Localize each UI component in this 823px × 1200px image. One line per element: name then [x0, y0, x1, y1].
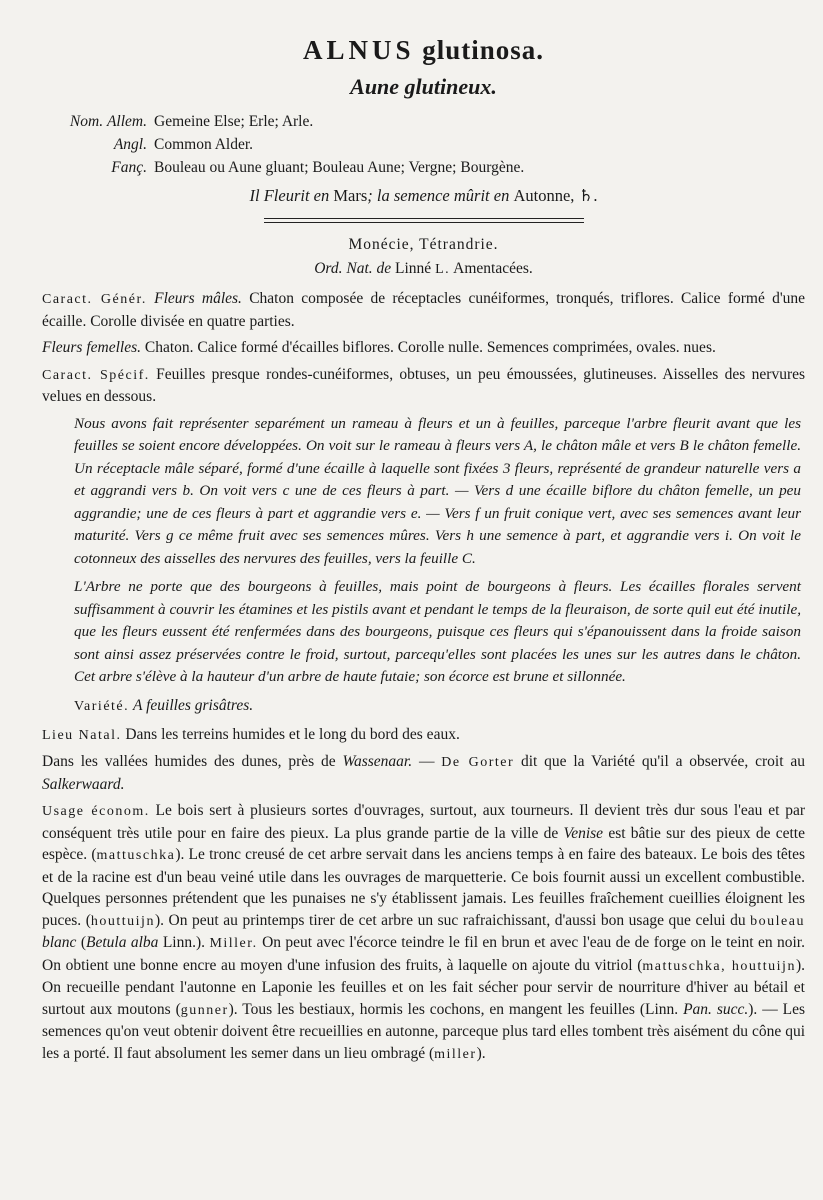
- native-habitat: [42, 724, 805, 747]
- text-run: blanc: [42, 934, 77, 951]
- name-value: Common Alder.: [154, 136, 254, 153]
- reference: gunner: [180, 1002, 229, 1018]
- reference: mattuschka: [96, 848, 176, 863]
- generic-characters: [42, 288, 805, 332]
- text-run: est bâtie sur des pieux de cette espèce. (: [42, 824, 805, 863]
- divider-rule: [264, 218, 584, 223]
- botanical-note: L'Arbre ne porte que des bourgeons à feuilles, mais point de bourgeons à fleurs. Les écailles florales servent suffisamment à couvrir les étamines et les pistils avant et pendant le temps de la fleuraison, de sorte quil eut été inutile, que les fleurs eussent été renfermées dans des bourgeons, puisque ces fleurs qui s'épanouissent dans la froide saison sont ainsi assez préservées contre le froid, surtout, parcequ'elles sont placées les unes sur les autres dans le châton. Cet arbre s'élève à la hauteur d'un arbre de haute futaie; son écorce est brune et sillonnée.: [74, 578, 801, 685]
- text-run: ). Le tronc creusé de cet arbre servait dans les anciens temps à en faire des bateaux. Le bois des têtes et de la racine est d'un beau veiné utile dans les ouvrages de marquetterie. Ce bois fournit aussi un excellent combustible. Quelques personnes prétendent que les punaises ne s'y établissent jamais. Les feuilles fraîchement cueillies éloignent les puces. (: [42, 846, 806, 929]
- text-run: ). — Les semences qu'on veut obtenir doivent être recueillies en autonne, parceque plus tard elles tombent très aisément du cône qui les a porté. Il faut absolument les semer dans un lieu ombragé (: [42, 1000, 805, 1062]
- reference: Pan. succ.: [683, 1000, 749, 1018]
- order-prefix: Ord. Nat. de: [314, 260, 396, 277]
- page-subtitle: Aune glutineux.: [350, 74, 497, 99]
- male-flowers-label: Fleurs mâles.: [154, 290, 242, 307]
- name-value: Gemeine Else; Erle; Arle.: [154, 113, 314, 130]
- variety: [74, 695, 805, 718]
- text-run: ). Tous les bestiaux, hormis les cochons, en mangent les feuilles (Linn.: [228, 1000, 684, 1018]
- section-label: Caract. Spécif.: [42, 367, 150, 383]
- flowering-line: [42, 182, 805, 210]
- reference: bouleau: [750, 913, 805, 929]
- section-text: A feuilles grisâtres.: [133, 696, 254, 714]
- order-family: Amentacées.: [453, 260, 533, 277]
- name-value: Bouleau ou Aune gluant; Bouleau Aune; Vergne; Bourgène.: [154, 159, 525, 176]
- name-label: Fanç.: [111, 159, 147, 176]
- text-run: Le bois sert à plusieurs sortes d'ouvrages, surtout, aux tourneurs. Il devient très dur sous l'eau et par conséquent très utile pour en faire des pieux. La plus grande partie de la ville de: [42, 802, 805, 842]
- perennial-symbol: ♄.: [578, 186, 598, 205]
- text-run: (: [76, 934, 87, 951]
- name-label-text: Allem.: [106, 113, 147, 130]
- habitat-detail: [42, 751, 805, 795]
- reference: miller: [434, 1046, 477, 1062]
- name-row-english: [42, 133, 805, 156]
- natural-order: [42, 257, 805, 282]
- title-genus: ALNUS: [302, 35, 415, 65]
- section-text: Dans les terreins humides et le long du bord des eaux.: [125, 725, 460, 743]
- place-name: Wassenaar.: [342, 753, 413, 770]
- reference: mattuschka, houttuijn: [642, 958, 796, 974]
- section-label: Variété.: [74, 698, 130, 714]
- name-label: Angl.: [113, 136, 147, 153]
- place-name: Salkerwaard.: [42, 775, 125, 793]
- economic-use: [42, 800, 805, 1065]
- text-run: Dans les vallées humides des dunes, près de: [42, 753, 343, 770]
- flowering-text: Il Fleurit en: [249, 186, 334, 205]
- species-name: Betula alba: [86, 934, 159, 951]
- reference: Miller.: [209, 936, 258, 951]
- section-text: Chaton composée de réceptacles cunéiformes, tronqués, triflores. Calice formé d'une écaille. Corolle divisée en quatre parties.: [42, 290, 806, 330]
- seed-month: Autonne,: [513, 186, 575, 205]
- section-text: Feuilles presque rondes-cunéiformes, obtuses, un peu émoussées, glutineuses. Aisselles des nervures velues en dessous.: [42, 365, 806, 405]
- reference: houttuijn: [90, 913, 155, 929]
- section-label: Caract. Génér.: [42, 292, 147, 307]
- common-names: [42, 110, 805, 179]
- name-row-french: [42, 156, 805, 179]
- illustration-note: Nous avons fait représenter separément un rameau à fleurs et un à feuilles, parceque l'arbre fleurit avant que les feuilles se soient encore développées. On voit sur le rameau à fleurs vers A, le châton mâle et vers B le châton femelle. Un réceptacle mâle séparé, formé d'une écaille à laquelle sont fixées 3 fleurs, représenté de grandeur naturelle vers a et aggrandi vers b. On voit vers c une de ces fleurs à part. — Vers d une écaille biflore du châton femelle, un peu aggrandie; une de ces fleurs à part et aggrandie vers e. — Vers f un fruit conique vert, avec ses semences avant leur maturité. Vers g ce même fruit avec ses semences mûres. Vers h une semence à part, et aggrandie vers i. On voit le cotonneux des aisselles des nervures des feuilles, vers la feuille C.: [74, 414, 801, 567]
- name-row-german: [42, 110, 805, 133]
- section-text: Chaton. Calice formé d'écailles biflores. Corolle nulle. Semences comprimées, ovales. nues.: [144, 339, 716, 356]
- title-species: glutinosa.: [422, 35, 545, 65]
- text-run: dit que la Variété qu'il a observée, croit au: [514, 753, 805, 770]
- classification-text: Monécie, Tétrandrie.: [348, 236, 499, 253]
- page-title: [42, 30, 805, 70]
- specific-characters: [42, 364, 805, 408]
- flowering-month: Mars: [333, 186, 368, 205]
- flowering-text: ; la semence mûrit en: [367, 186, 514, 205]
- text-run: ). On recueille pendant l'autonne en Laponie les feuilles et on les fait sécher pour servir de nourriture d'hiver au bétail et surtout aux moutons (: [42, 956, 805, 1018]
- place-name: Venise: [563, 824, 604, 842]
- text-run: —: [412, 753, 442, 770]
- section-label: Fleurs femelles.: [42, 339, 142, 356]
- text-run: Linn.).: [158, 934, 210, 951]
- author-name: De Gorter: [441, 755, 515, 770]
- classification: [42, 233, 805, 257]
- name-label: [42, 110, 154, 133]
- text-run: ).: [476, 1044, 486, 1062]
- section-label: Lieu Natal.: [42, 727, 122, 743]
- name-label-prefix: Nom.: [69, 113, 104, 130]
- order-abbrev: L.: [435, 262, 451, 277]
- text-run: On peut avec l'écorce teindre le fil en brun et avec l'eau de de forge on le teint en noir. On obtient une bonne encre au moyen d'une infusion des fruits, à laquelle on ajoute du vitriol (: [42, 934, 805, 974]
- section-label: Usage économ.: [42, 804, 150, 819]
- order-author: Linné: [395, 260, 432, 277]
- text-run: ). On peut au printemps tirer de cet arbre un suc rafraichissant, d'aussi bon usage que celui du: [154, 911, 751, 929]
- female-flowers: [42, 337, 805, 359]
